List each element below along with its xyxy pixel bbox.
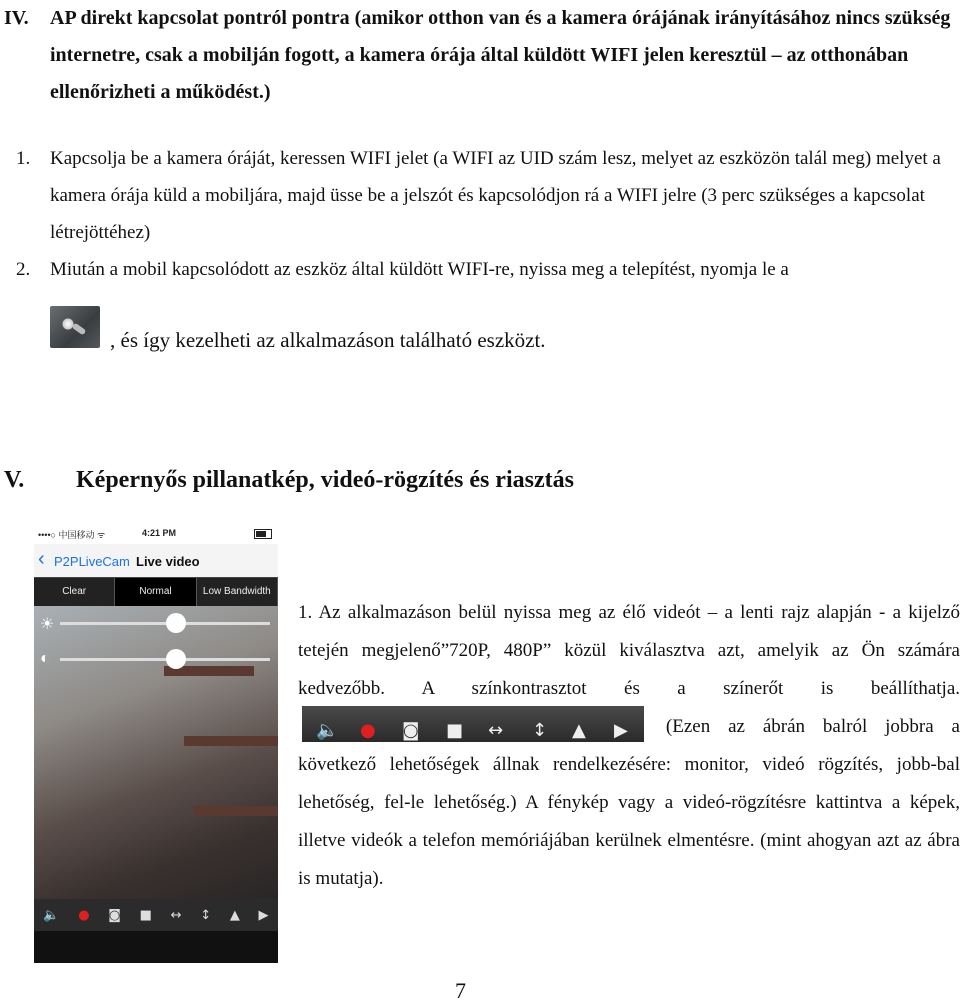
- step-number: 1.: [16, 148, 31, 169]
- status-bar: [34, 522, 278, 544]
- carrier-label: ••••○ 中国移动 ᯤ: [38, 530, 106, 540]
- step-2-continuation: , és így kezelheti az alkalmazáson található eszközt.: [110, 328, 546, 352]
- up-down-icon: ↕: [532, 719, 548, 741]
- tab-normal[interactable]: Normal: [115, 578, 196, 606]
- section-number: IV.: [4, 7, 29, 29]
- list-item: [16, 251, 960, 288]
- slider-knob[interactable]: [166, 613, 186, 633]
- contrast-icon: ◐: [40, 650, 50, 667]
- device-app-icon: [50, 306, 100, 348]
- up-down-icon[interactable]: ↕: [200, 907, 212, 923]
- step-number: 2.: [16, 259, 31, 280]
- section-title: AP direkt kapcsolat pontról pontra (amikor otthon van és a kamera órájának irányításához nincs szükség internetre, csak a mobilján fogott, a kamera órája által küldött WIFI jelen keresztül – az otthonában ellenőrizheti a működést.): [50, 7, 951, 103]
- screen-title: Live video: [136, 554, 200, 569]
- paragraph-part-2: (Ezen az ábrán balról jobbra a következő lehetőségek állnak rendelkezésére: monitor, videó rögzítés, jobb-bal lehetőség, fel-le lehetőség.) A fénykép vagy a videó-rögzítésre kattintva a képek, illetve videók a telefon memóriájában kerülnek elmentésre. (mint ahogyan azt az ábra is mutatja).: [298, 716, 960, 889]
- microphone-icon[interactable]: ●: [78, 907, 90, 923]
- section-5-paragraph: [298, 594, 960, 898]
- mirror-icon[interactable]: ▲: [229, 907, 240, 923]
- live-video: [34, 606, 278, 931]
- video-toolbar: [34, 899, 278, 931]
- mirror-icon: ▲: [572, 719, 586, 741]
- speaker-mute-icon: 🔈: [316, 719, 339, 741]
- quality-tabs: [34, 577, 278, 606]
- clock: 4:21 PM: [142, 528, 177, 538]
- list-item: [16, 140, 960, 251]
- phone-screenshot: [34, 522, 278, 963]
- step-text: Miután a mobil kapcsolódott az eszköz által küldött WIFI-re, nyissa meg a telepítést, nyomja le a: [50, 259, 789, 280]
- brightness-slider[interactable]: [60, 622, 270, 625]
- section-4-heading: [4, 0, 960, 111]
- step-text: Kapcsolja be a kamera óráját, keressen WIFI jelet (a WIFI az UID szám lesz, melyet az eszközön talál meg) melyet a kamera órája küld a mobiljára, majd üsse be a jelszót és kapcsolódjon rá a WIFI jelre (3 perc szükséges a kapcsolat létrejöttéhez): [50, 148, 941, 243]
- play-icon[interactable]: ▶: [258, 907, 269, 923]
- play-icon: ▶: [614, 719, 628, 741]
- back-button[interactable]: P2PLiveCam: [54, 554, 130, 569]
- microphone-icon: ●: [360, 719, 376, 741]
- speaker-mute-icon[interactable]: 🔈: [43, 907, 60, 923]
- step-list: [16, 140, 960, 288]
- left-right-icon[interactable]: ↔: [170, 907, 182, 923]
- camera-icon: ◙: [402, 719, 420, 741]
- page-number: 7: [455, 978, 466, 1003]
- nav-bar: [34, 544, 278, 577]
- tab-low-bandwidth[interactable]: Low Bandwidth: [197, 578, 278, 606]
- battery-icon: [254, 529, 272, 539]
- left-right-icon: ↔: [488, 719, 504, 741]
- paragraph-part-1: 1. Az alkalmazáson belül nyissa meg az élő videót – a lenti rajz alapján - a kijelző tetején megjelenő”720P, 480P” közül kiválasztva azt, amelyik az Ön számára kedvezőbb. A színkontrasztot és a színerőt is beállíthatja.: [298, 602, 960, 699]
- toolbar-illustration: [302, 706, 644, 742]
- camera-icon[interactable]: ◙: [108, 907, 121, 923]
- slider-knob[interactable]: [166, 649, 186, 669]
- section-number: V.: [4, 466, 25, 493]
- chevron-left-icon[interactable]: ‹: [38, 548, 45, 570]
- video-record-icon[interactable]: ■: [139, 907, 152, 923]
- video-record-icon: ■: [446, 719, 464, 741]
- section-title: Képernyős pillanatkép, videó-rögzítés és riasztás: [76, 466, 574, 493]
- contrast-slider[interactable]: [60, 658, 270, 661]
- brightness-icon: ☀: [40, 616, 55, 633]
- tab-clear[interactable]: Clear: [34, 578, 115, 606]
